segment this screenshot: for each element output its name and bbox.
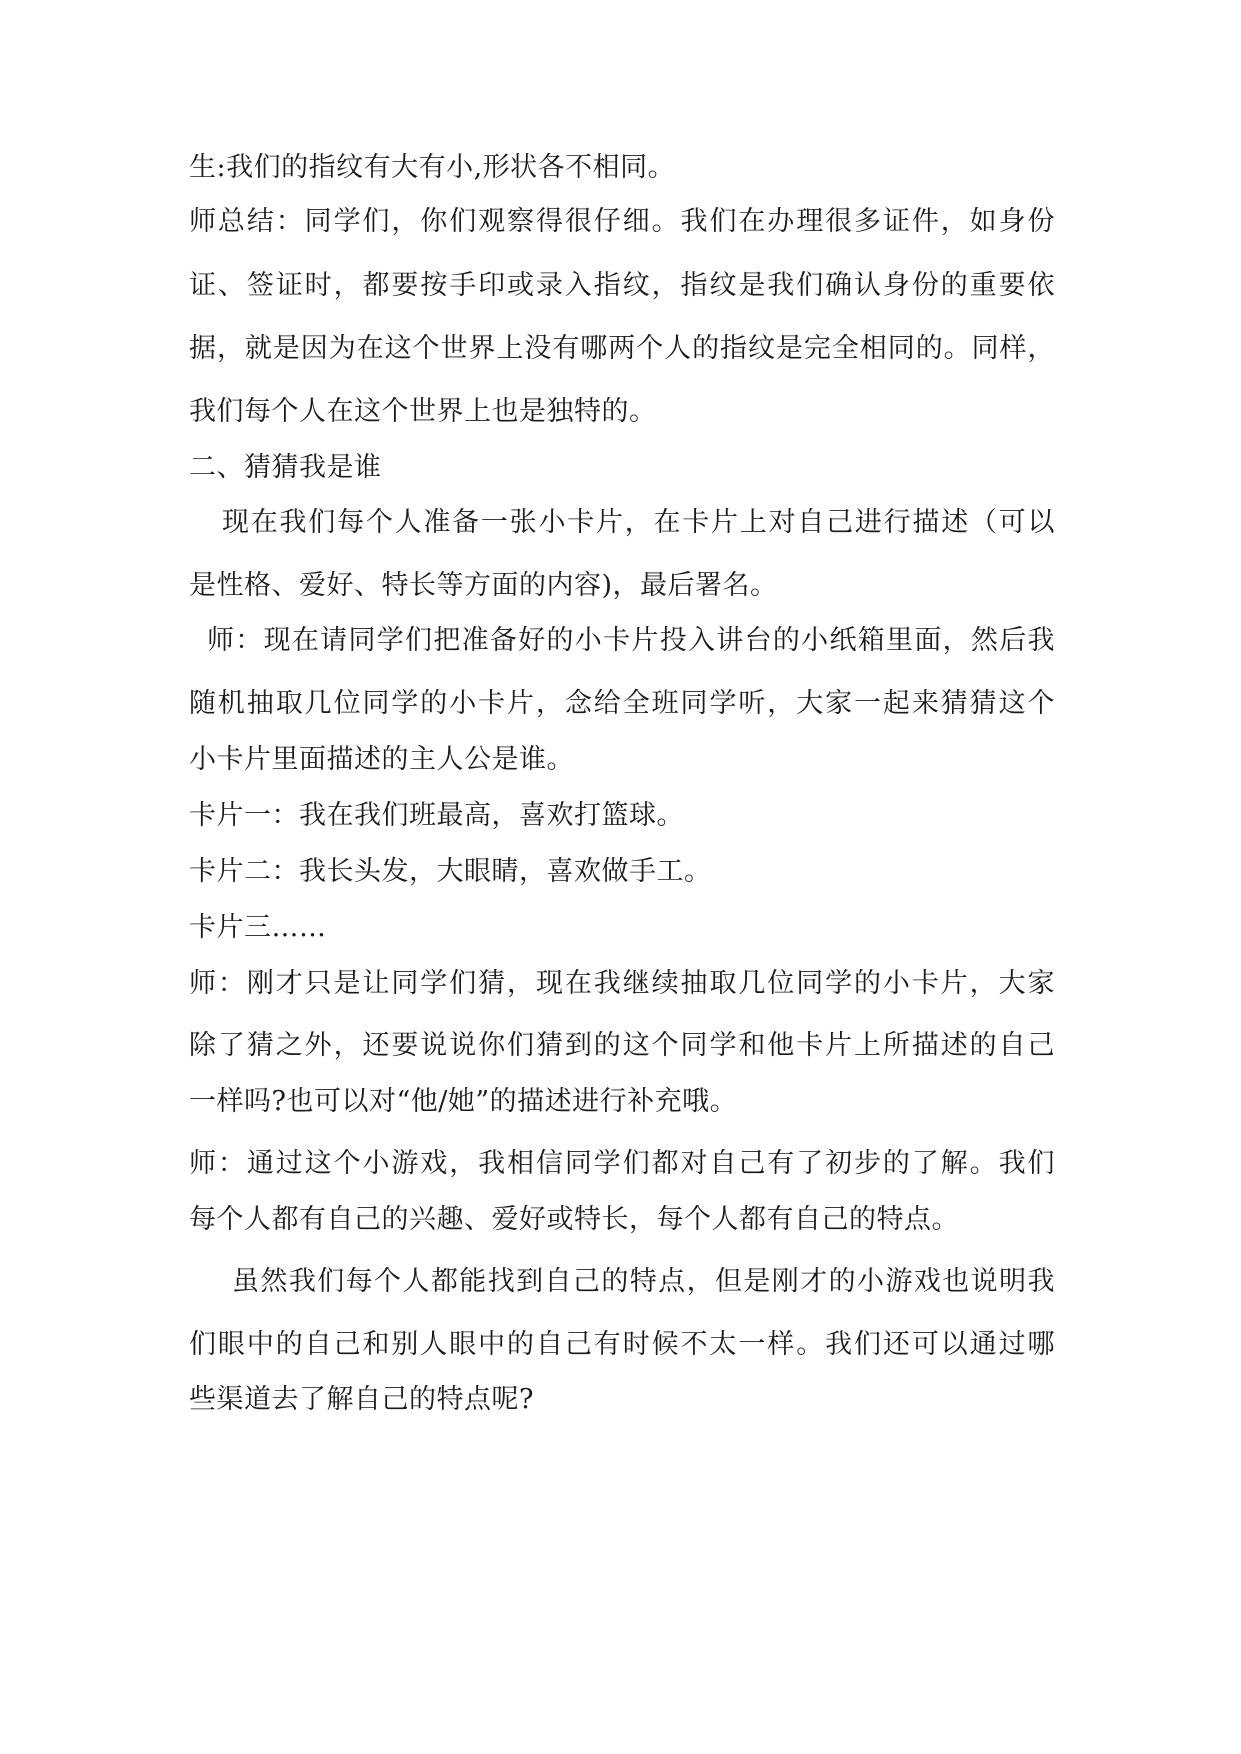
text-line: 现在我们每个人准备一张小卡片，在卡片上对自己进行描述（可以 [222,507,1055,538]
text-line: 我们每个人在这个世界上也是独特的。 [189,396,657,427]
text-line: 据，就是因为在这个世界上没有哪两个人的指纹是完全相同的。同样， [189,333,1055,364]
section-heading: 二、猜猜我是谁 [189,452,382,483]
text-line: 卡片三…… [189,912,327,943]
text-line: 师总结：同学们，你们观察得很仔细。我们在办理很多证件，如身份 [189,206,1055,237]
text-line: 随机抽取几位同学的小卡片，念给全班同学听，大家一起来猜猜这个 [189,688,1055,719]
text-line: 是性格、爱好、特长等方面的内容)，最后署名。 [189,570,778,601]
text-line: 卡片一：我在我们班最高，喜欢打篮球。 [189,800,684,831]
text-line: 些渠道去了解自己的特点呢? [189,1384,534,1415]
text-line: 们眼中的自己和别人眼中的自己有时候不太一样。我们还可以通过哪 [189,1329,1055,1360]
text-line: 师：现在请同学们把准备好的小卡片投入讲台的小纸箱里面，然后我 [207,625,1055,656]
text-line: 小卡片里面描述的主人公是谁。 [189,744,574,775]
text-line: 除了猜之外，还要说说你们猜到的这个同学和他卡片上所描述的自己 [189,1030,1055,1061]
text-line: 师：刚才只是让同学们猜，现在我继续抽取几位同学的小卡片，大家 [189,968,1055,999]
text-line: 生:我们的指纹有大有小,形状各不相同。 [189,152,676,183]
text-line: 每个人都有自己的兴趣、爱好或特长，每个人都有自己的特点。 [189,1204,959,1235]
text-line: 师：通过这个小游戏，我相信同学们都对自己有了初步的了解。我们 [189,1148,1055,1179]
text-line: 卡片二：我长头发，大眼睛，喜欢做手工。 [189,856,712,887]
text-line: 证、签证时，都要按手印或录入指纹，指纹是我们确认身份的重要依 [189,270,1055,301]
text-line: 虽然我们每个人都能找到自己的特点，但是刚才的小游戏也说明我 [232,1266,1055,1297]
text-line: 一样吗?也可以对“他/她”的描述进行补充哦。 [189,1086,738,1117]
